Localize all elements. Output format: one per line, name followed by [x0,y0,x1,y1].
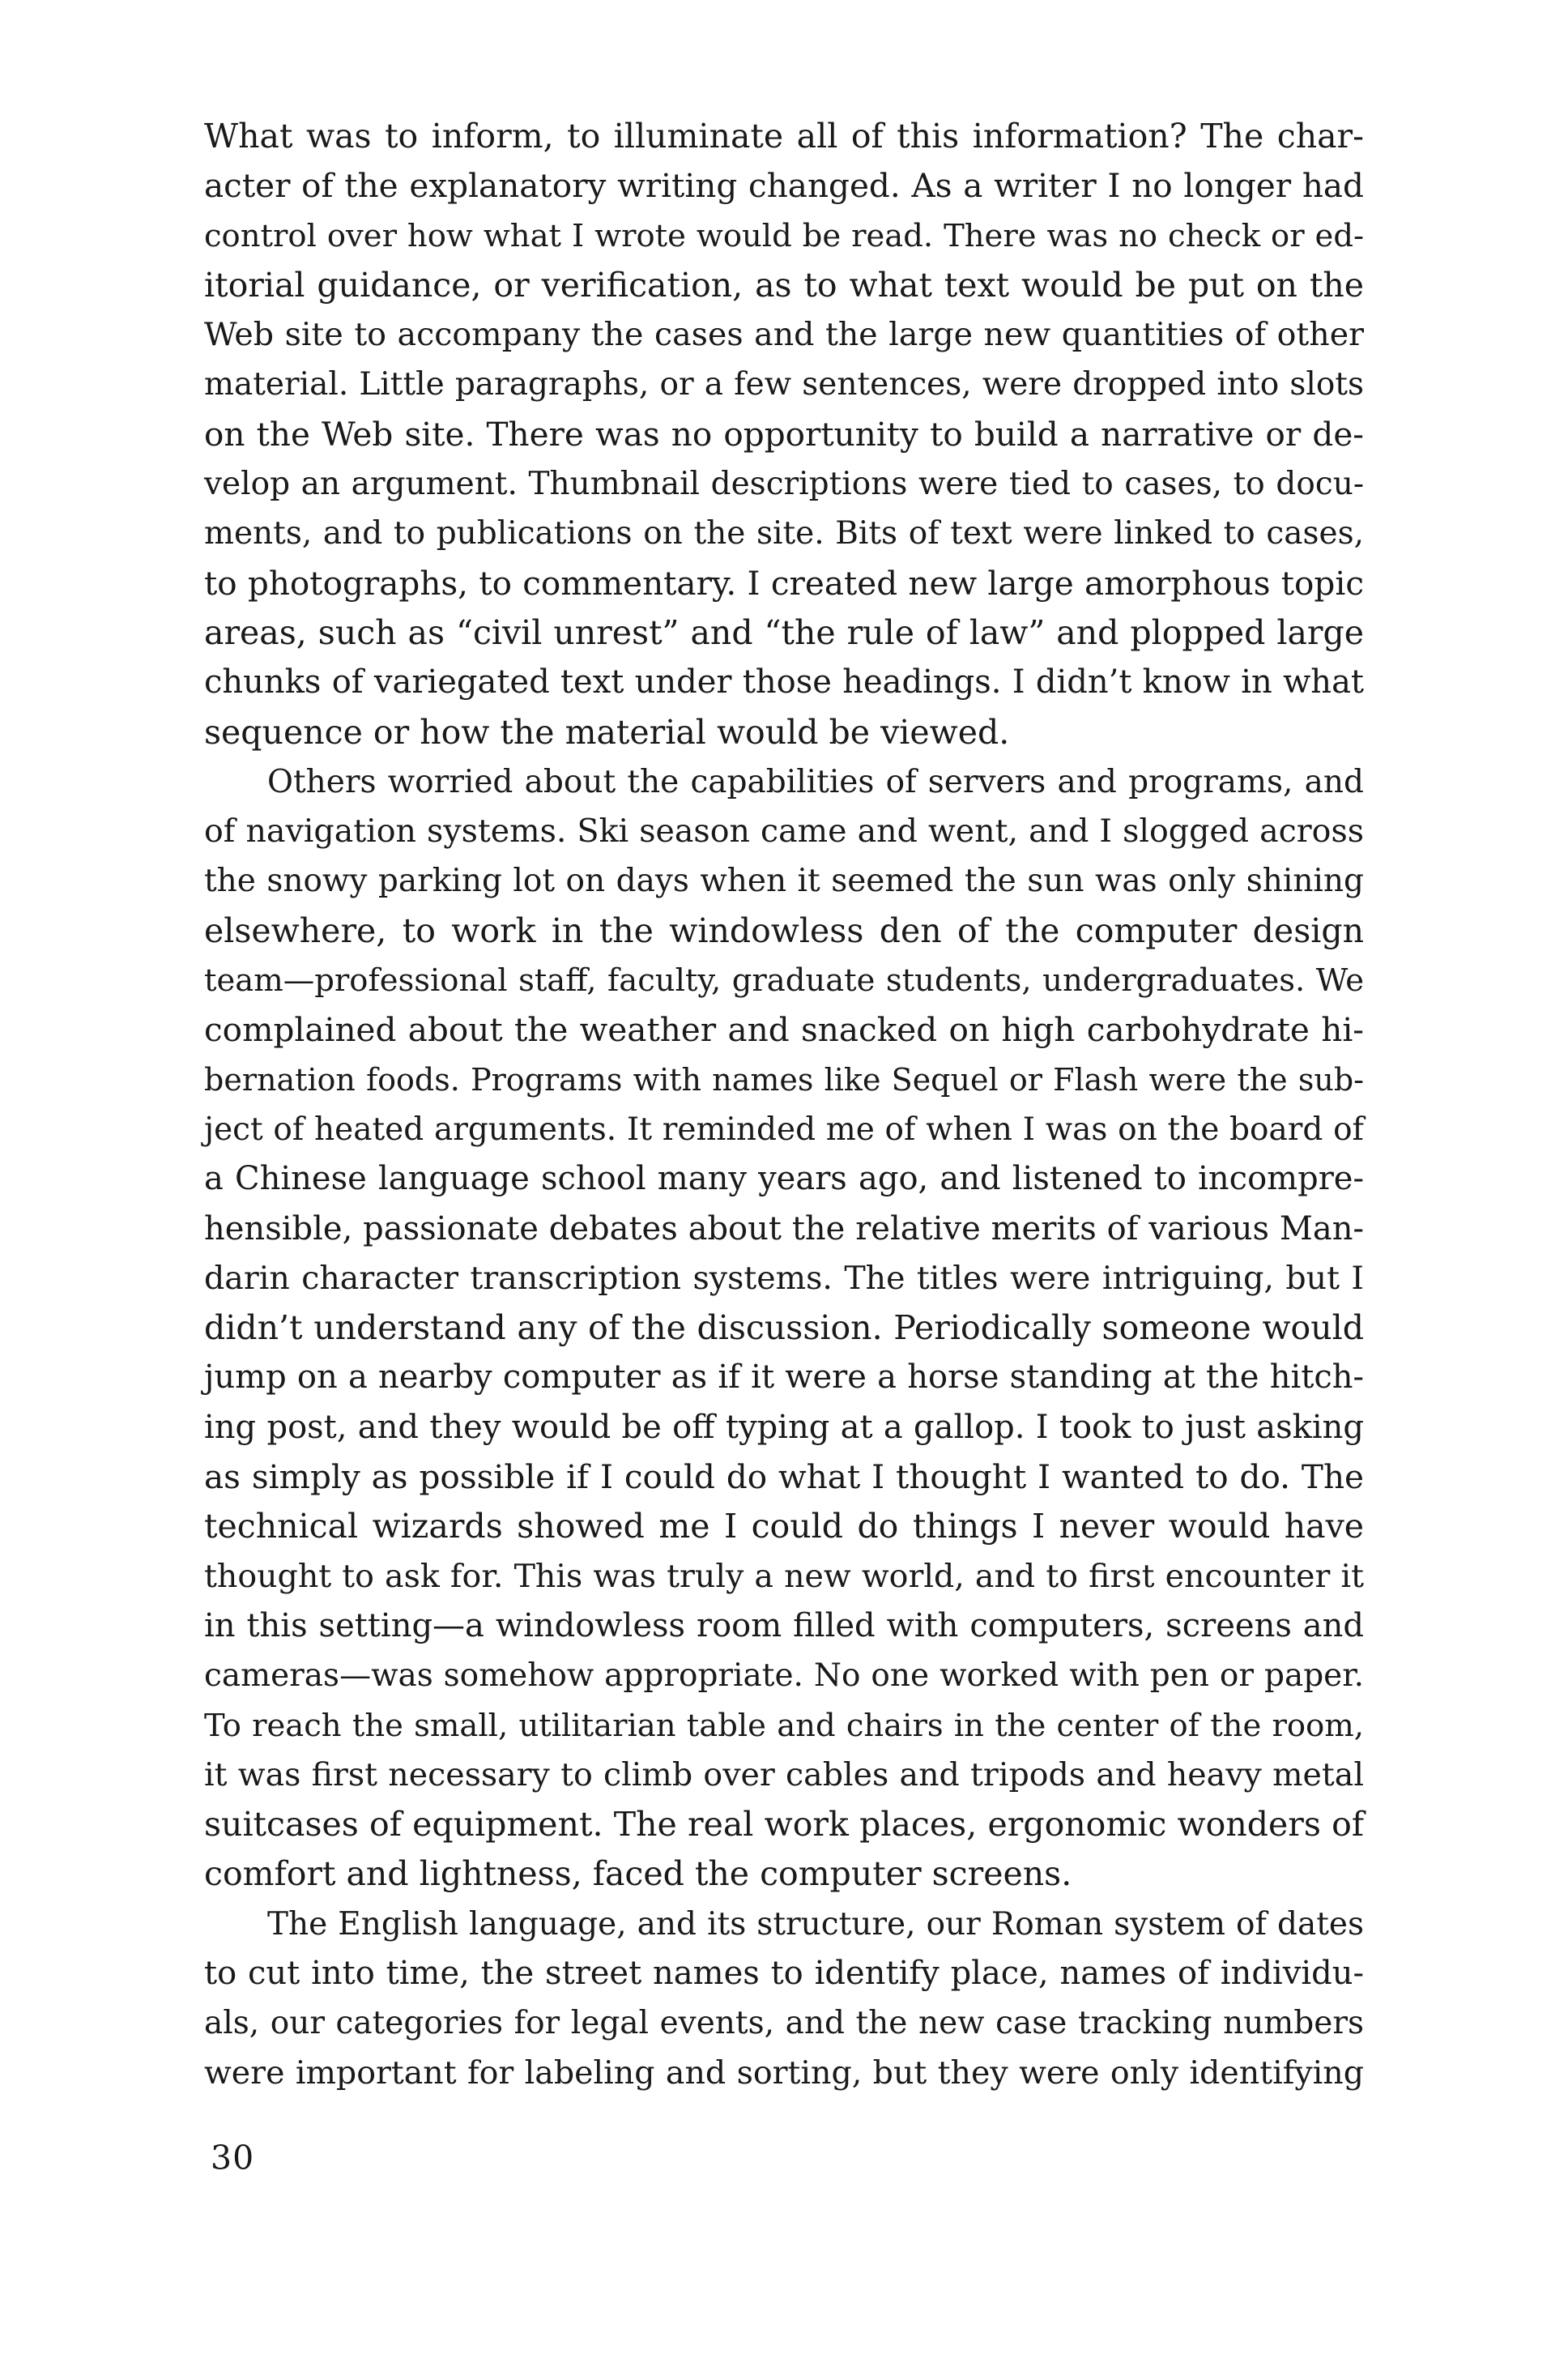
text-line: team—professional staff, faculty, graduate students, undergraduates. We [204,962,1364,1000]
text-line: itorial guidance, or verification, as to what text would be put on the [204,265,1364,305]
text-line: thought to ask for. This was truly a new world, and to first encounter it [204,1557,1364,1595]
text-line: material. Little paragraphs, or a few sentences, were dropped into slots [204,366,1364,403]
text-line: as simply as possible if I could do what I thought I wanted to do. The [204,1457,1364,1497]
text-line: jump on a nearby computer as if it were a horse standing at the hitch- [204,1358,1364,1397]
text-line: ject of heated arguments. It reminded me of when I was on the board of [204,1111,1364,1148]
text-line: chunks of variegated text under those headings. I didn’t know in what [204,663,1364,702]
text-line: suitcases of equipment. The real work places, ergonomic wonders of [204,1805,1364,1845]
text-line: it was first necessary to climb over cables and tripods and heavy metal [204,1755,1364,1793]
text-line: velop an argument. Thumbnail descriptions were tied to cases, to docu- [204,466,1364,503]
text-line: areas, such as “civil unrest” and “the rule of law” and plopped large [204,612,1364,652]
text-line: The English language, and its structure, our Roman system of dates [267,1905,1364,1943]
page-body [204,112,1364,2098]
text-line: the snowy parking lot on days when it seemed the sun was only shining [204,863,1364,900]
text-line: on the Web site. There was no opportunity to build a narrative or de- [204,414,1364,454]
text-line: Web site to accompany the cases and the large new quantities of other [204,316,1364,354]
text-line: didn’t understand any of the discussion. Periodically someone would [204,1308,1364,1348]
text-line: were important for labeling and sorting, but they were only identifying [204,2054,1364,2092]
text-line: to cut into time, the street names to identify place, names of individu- [204,1954,1364,1992]
paragraph-3 [204,1900,1364,2098]
text-line: What was to inform, to illuminate all of this information? The char- [204,117,1364,156]
text-line: sequence or how the material would be viewed. [204,712,1010,752]
text-line: cameras—was somehow appropriate. No one worked with pen or paper. [204,1657,1364,1695]
text-line: als, our categories for legal events, and the new case tracking numbers [204,2005,1364,2042]
text-line: acter of the explanatory writing changed. As a writer I no longer had [204,166,1364,206]
text-line: in this setting—a windowless room filled with computers, screens and [204,1606,1364,1644]
text-line: to photographs, to commentary. I created new large amorphous topic [204,563,1364,603]
text-line: of navigation systems. Ski season came and went, and I slogged across [204,812,1364,851]
paragraph-1 [204,112,1364,757]
text-line: ing post, and they would be off typing at a gallop. I took to just asking [204,1408,1364,1446]
text-line: To reach the small, utilitarian table and chairs in the center of the room, [204,1707,1364,1744]
text-line: hensible, passionate debates about the relative merits of various Man- [204,1209,1364,1247]
text-line: elsewhere, to work in the windowless den of the computer design [204,911,1364,950]
text-line: ments, and to publications on the site. Bits of text were linked to cases, [204,515,1364,552]
text-line: a Chinese language school many years ago, and listened to incompre- [204,1160,1364,1198]
text-line: complained about the weather and snacked on high carbohydrate hi- [204,1010,1364,1050]
page-number: 30 [211,2139,255,2177]
text-line: Others worried about the capabilities of servers and programs, and [267,763,1364,800]
text-line: darin character transcription systems. The titles were intriguing, but I [204,1259,1364,1297]
paragraph-2 [204,757,1364,1900]
text-line: comfort and lightness, faced the computer screens. [204,1854,1072,1894]
text-line: technical wizards showed me I could do things I never would have [204,1507,1364,1546]
text-line: control over how what I wrote would be read. There was no check or ed- [204,217,1364,254]
text-line: bernation foods. Programs with names like Sequel or Flash were the sub- [204,1061,1364,1098]
